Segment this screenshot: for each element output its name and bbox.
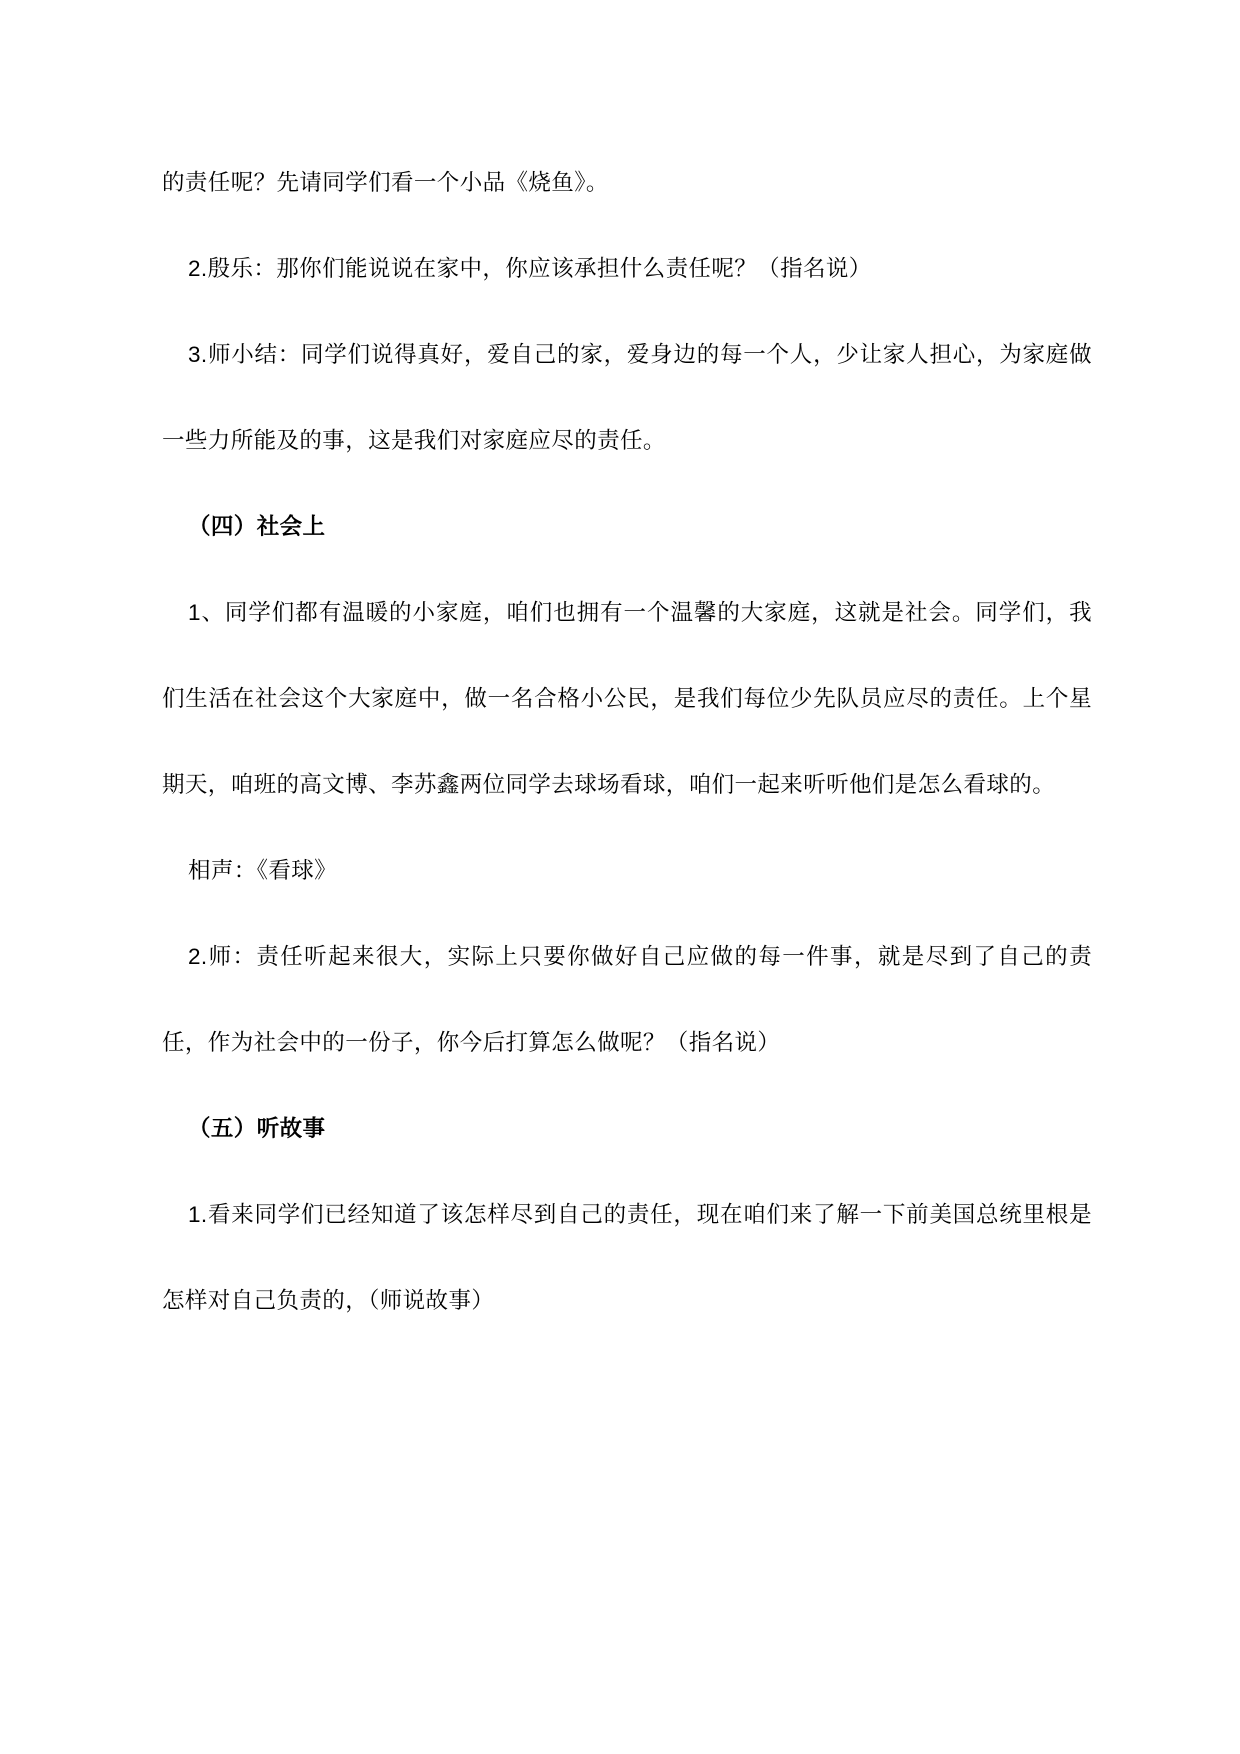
- section-heading-five: （五）听故事: [188, 1116, 326, 1141]
- paragraph-5: 1、同学们都有温暖的小家庭，咱们也拥有一个温馨的大家庭，这就是社会。同学们，我们生活在社会这个大家庭中，做一名合格小公民，是我们每位少先队员应尽的责任。上个星期天，咱班的高文博、李苏鑫两位同学去球场看球，咱们一起来听听他们是怎么看球的。: [162, 600, 1092, 797]
- document-body: [162, 140, 1092, 1344]
- paragraph-7: 2.师：责任听起来很大，实际上只要你做好自己应做的每一件事，就是尽到了自己的责任，作为社会中的一份子，你今后打算怎么做呢？（指名说）: [162, 944, 1092, 1055]
- paragraph-2: 2.殷乐：那你们能说说在家中，你应该承担什么责任呢？（指名说）: [188, 256, 872, 281]
- paragraph-1: 的责任呢？先请同学们看一个小品《烧鱼》。: [162, 170, 609, 195]
- section-heading-four: （四）社会上: [188, 514, 326, 539]
- paragraph-3: 3.师小结：同学们说得真好，爱自己的家，爱身边的每一个人，少让家人担心，为家庭做一些力所能及的事，这是我们对家庭应尽的责任。: [162, 342, 1092, 453]
- paragraph-6: 相声：《看球》: [188, 858, 338, 883]
- paragraph-9: 1.看来同学们已经知道了该怎样尽到自己的责任，现在咱们来了解一下前美国总统里根是怎样对自己负责的，（师说故事）: [162, 1202, 1092, 1313]
